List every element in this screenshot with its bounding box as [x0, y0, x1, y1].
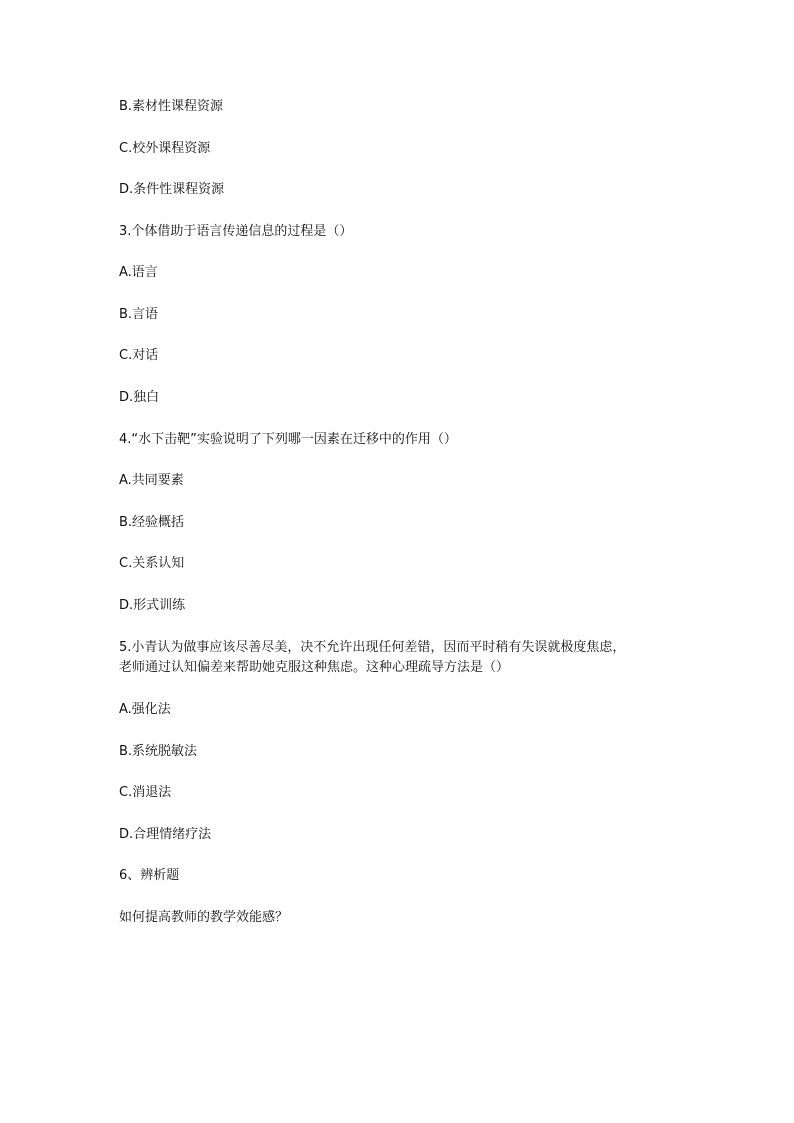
final-question: 如何提高教师的教学效能感？ — [119, 910, 289, 925]
q3-option-c: C.对话 — [119, 348, 159, 363]
q4-option-c: C.关系认知 — [119, 556, 185, 571]
question-3: 3.个体借助于语言传递信息的过程是（） — [119, 224, 353, 239]
q4-option-d: D.形式训练 — [119, 598, 186, 613]
section-heading: 6、辨析题 — [119, 868, 180, 883]
q3-option-a: A.语言 — [119, 265, 158, 280]
question-4: 4.“水下击靶”实验说明了下列哪一因素在迁移中的作用（） — [119, 432, 457, 447]
question-5-line-1: 5.小青认为做事应该尽善尽美，决不允许出现任何差错，因而平时稍有失误就极度焦虑， — [119, 640, 626, 655]
q5-option-b: B.系统脱敏法 — [119, 744, 198, 759]
q3-option-b: B.言语 — [119, 307, 159, 322]
q5-option-a: A.强化法 — [119, 702, 171, 717]
q4-option-b: B.经验概括 — [119, 515, 185, 530]
option-b-material-resources: B.素材性课程资源 — [119, 99, 224, 114]
question-5 — [119, 638, 679, 678]
question-5-line-2: 老师通过认知偏差来帮助她克服这种焦虑。这种心理疏导方法是（） — [119, 660, 510, 675]
option-d-conditional-resources: D.条件性课程资源 — [119, 182, 225, 197]
q5-option-d: D.合理情绪疗法 — [119, 827, 212, 842]
option-c-outside-resources: C.校外课程资源 — [119, 141, 211, 156]
q5-option-c: C.消退法 — [119, 785, 172, 800]
q4-option-a: A.共同要素 — [119, 473, 184, 488]
q3-option-d: D.独白 — [119, 390, 160, 405]
